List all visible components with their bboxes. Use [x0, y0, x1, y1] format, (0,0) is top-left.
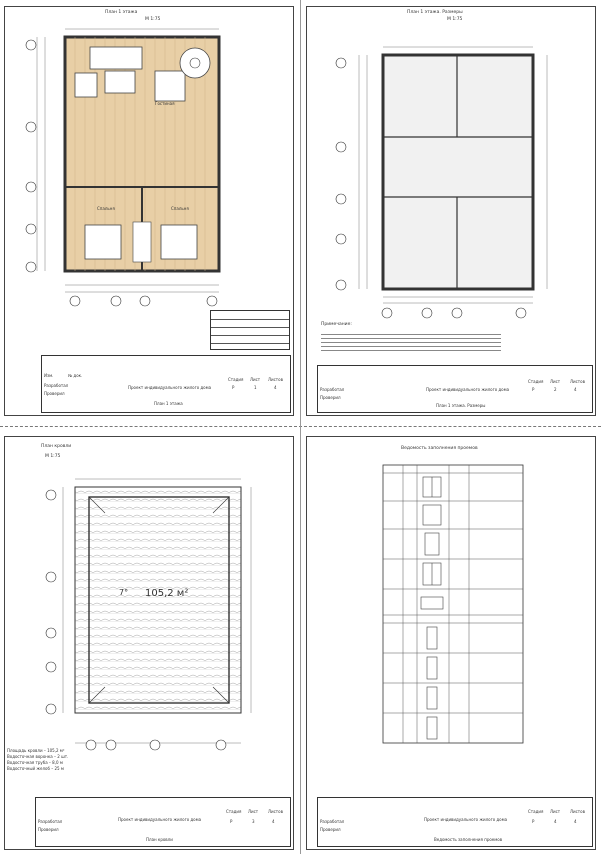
room-label: Гостиная	[155, 101, 175, 106]
roof-plan	[5, 437, 295, 851]
plan-title: План 1 этажа. Размеры	[407, 10, 463, 15]
project-name: Проект индивидуального жилого дома	[128, 385, 212, 390]
notes-title: Примечание:	[321, 322, 352, 327]
plan-scale: М 1:75	[145, 17, 161, 22]
sheet-name: План 1 этажа. Размеры	[436, 403, 486, 408]
title-block: Разработал Проверил Проект индивидуального жилого дома План кровли Стадия Лист Листов Р 3 4	[35, 797, 291, 847]
roof-summary: Площадь кровли – 105,2 м² Водосточная воронка – 2 шт. Водосточная труба – 8,0 м Водосточный желоб – 25 м	[7, 748, 69, 771]
room-label: Спальня	[171, 206, 189, 211]
title-block: Изм. № док. Разработал Проверил Проект индивидуального жилого дома План 1 этажа Стадия Лист Листов Р 1 4	[41, 355, 291, 413]
title-block: Разработал Проверил Проект индивидуального жилого дома План 1 этажа. Размеры Стадия Лист Листов Р 2 4	[317, 365, 593, 413]
notes-text	[321, 331, 501, 354]
plan-title: План 1 этажа	[105, 10, 138, 15]
legend-table	[210, 310, 290, 350]
sheet-1	[4, 6, 294, 416]
title-block: Разработал Проверил Проект индивидуального жилого дома Ведомость заполнения проемов Стадия Лист Листов Р 4 4	[317, 797, 593, 847]
sheet-2	[306, 6, 596, 416]
sheet-4	[306, 436, 596, 850]
sheet-name: Ведомость заполнения проемов	[434, 837, 503, 842]
sheet-name: План кровли	[146, 837, 173, 842]
openings-schedule	[307, 437, 597, 851]
room-label: Спальня	[97, 206, 115, 211]
sheet-3	[4, 436, 294, 850]
roof-area: 105,2 м²	[145, 588, 189, 599]
table-title: Ведомость заполнения проемов	[401, 446, 478, 451]
plan-scale: М 1:75	[45, 454, 61, 459]
roof-slope: 7°	[119, 588, 129, 597]
project-name: Проект индивидуального жилого дома	[424, 817, 508, 822]
plan-title: План кровли	[41, 444, 72, 449]
sheet-name: План 1 этажа	[154, 401, 183, 406]
floor-plan-dimensions	[307, 7, 597, 417]
project-name: Проект индивидуального жилого дома	[426, 387, 510, 392]
project-name: Проект индивидуального жилого дома	[118, 817, 202, 822]
plan-scale: М 1:75	[447, 17, 463, 22]
